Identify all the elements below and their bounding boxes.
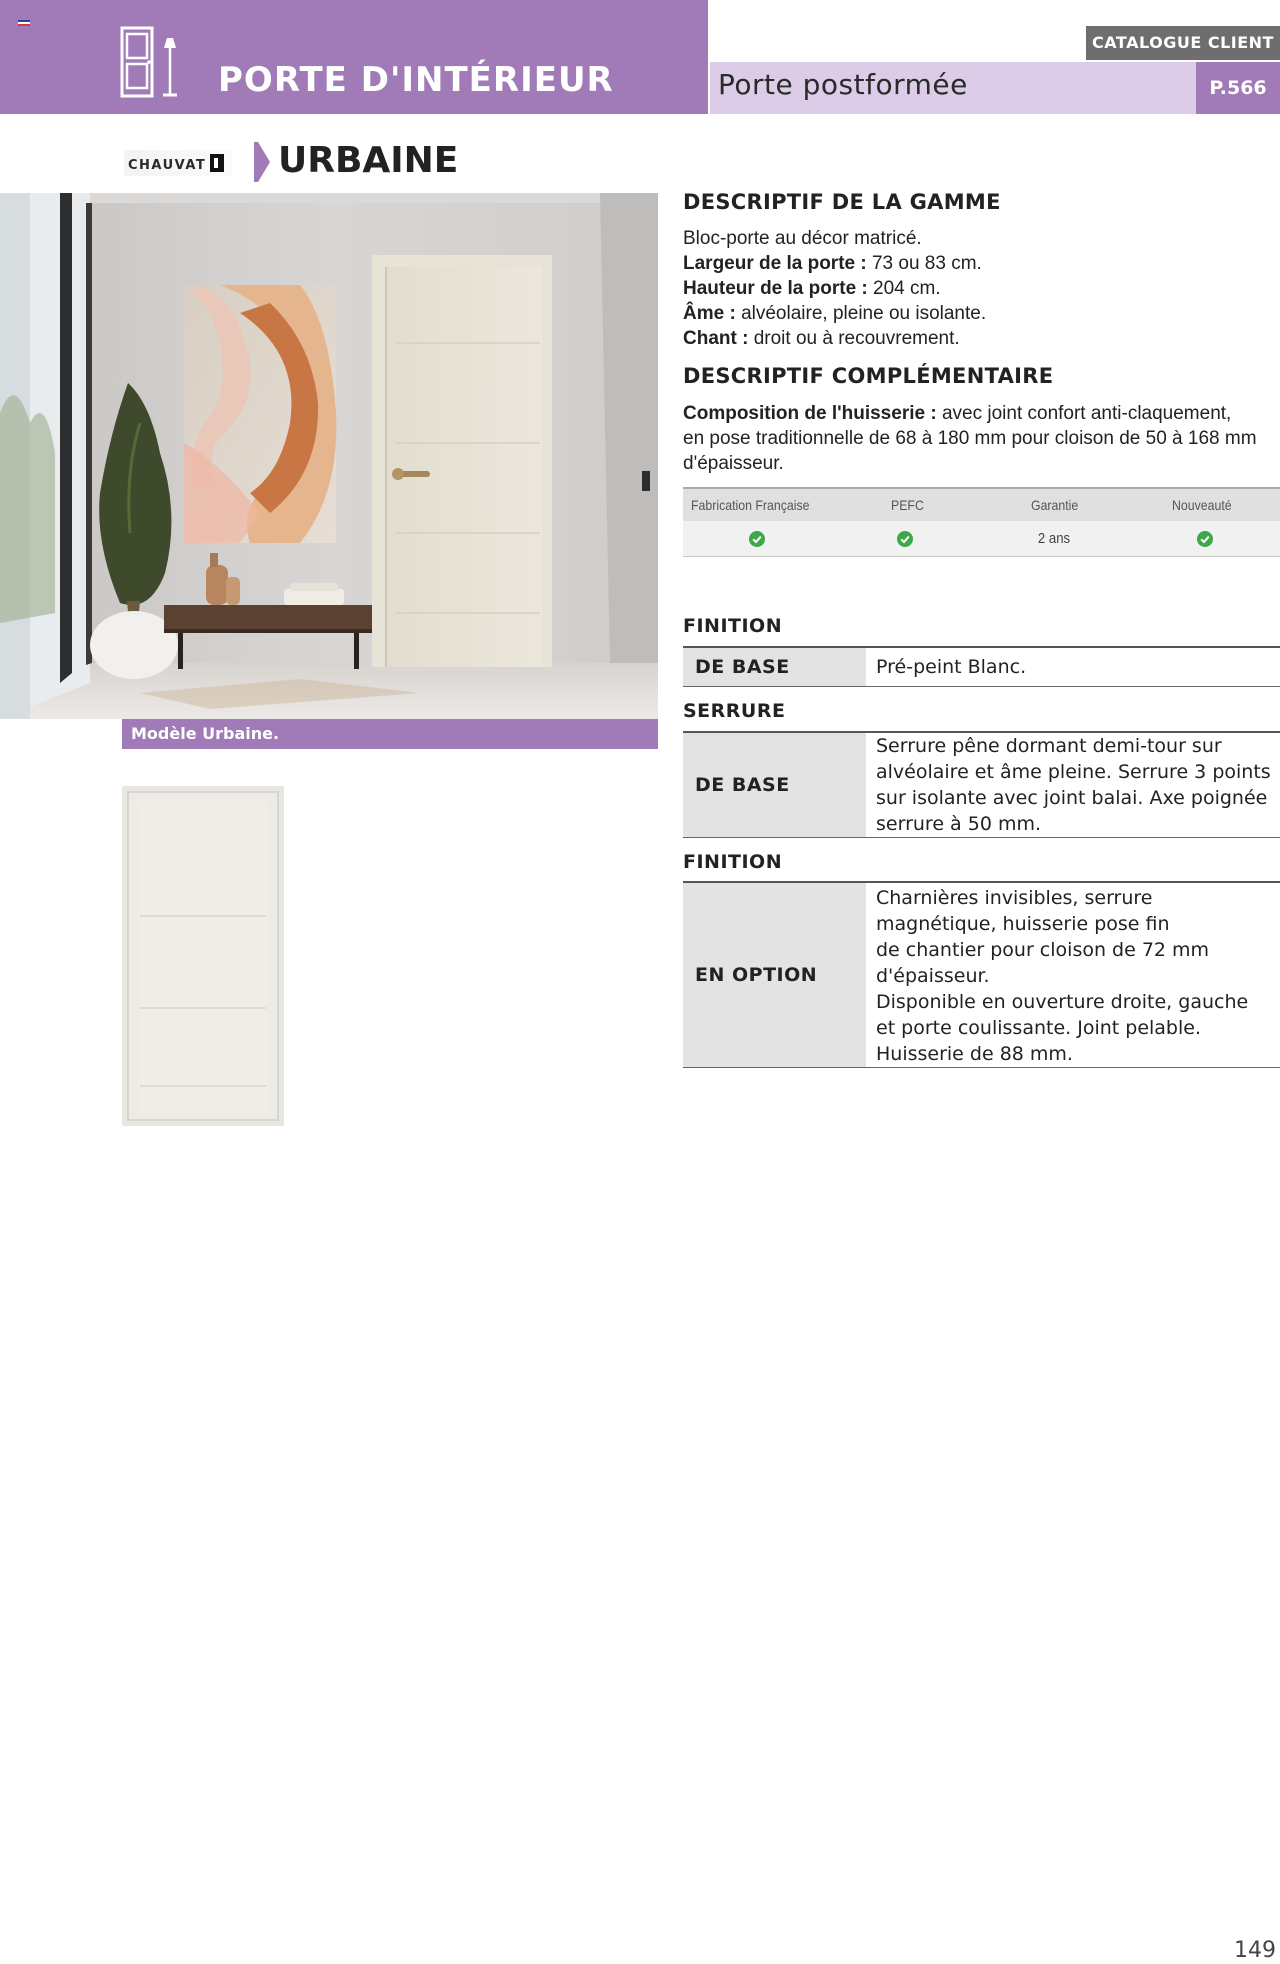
flag-icon <box>18 20 30 28</box>
badge-pefc-value <box>831 521 979 556</box>
lock-base-row <box>683 733 1280 837</box>
badge-made-in-france-value <box>683 521 831 556</box>
badge-header-new: Nouveauté <box>1172 497 1232 513</box>
photo-caption: Modèle Urbaine. <box>131 724 280 743</box>
finish-base-row <box>683 648 1280 686</box>
range-heading: DESCRIPTIF DE LA GAMME <box>683 190 1001 214</box>
row-value-line: de chantier pour cloison de 72 mm <box>876 939 1210 961</box>
spec-value: 204 cm. <box>867 278 941 299</box>
spec-width <box>683 251 982 276</box>
complement-heading: DESCRIPTIF COMPLÉMENTAIRE <box>683 364 1054 388</box>
row-key: DE BASE <box>695 774 790 796</box>
frame-composition-text: avec joint confort anti-claquement, <box>936 403 1232 424</box>
range-intro: Bloc-porte au décor matricé. <box>683 228 922 249</box>
badge-header-warranty: Garantie <box>1031 497 1079 513</box>
category-title: PORTE D'INTÉRIEUR <box>218 60 614 100</box>
row-value-line: d'épaisseur. <box>876 965 990 987</box>
row-value-line: Disponible en ouverture droite, gauche <box>876 991 1249 1013</box>
badge-header-made-in-france: Fabrication Française <box>691 497 810 513</box>
spec-core <box>683 301 986 326</box>
section-title-finish: FINITION <box>683 615 783 637</box>
product-type-subtitle: Porte postformée <box>718 68 968 101</box>
frame-composition-line3: d'épaisseur. <box>683 453 784 474</box>
spec-label: Largeur de la porte : <box>683 253 867 274</box>
check-circle-icon <box>749 531 765 547</box>
row-value-line: serrure à 50 mm. <box>876 813 1041 835</box>
spec-value: droit ou à recouvrement. <box>748 328 960 349</box>
check-circle-icon <box>1197 531 1213 547</box>
spec-edge <box>683 326 960 351</box>
row-value-line: magnétique, huisserie pose fin <box>876 913 1170 935</box>
frame-composition-label: Composition de l'huisserie : <box>683 403 937 424</box>
frame-composition-line2: en pose traditionnelle de 68 à 180 mm pour cloison de 50 à 168 mm <box>683 428 1257 449</box>
spec-label: Chant : <box>683 328 749 349</box>
chauvat-logo <box>124 146 232 180</box>
spec-label: Âme : <box>683 303 736 324</box>
row-key: DE BASE <box>695 656 790 678</box>
row-value-line: alvéolaire et âme pleine. Serrure 3 points <box>876 761 1271 783</box>
row-bottom-rule <box>683 837 1280 838</box>
frame-composition <box>683 401 1231 426</box>
door-lamp-icon <box>120 26 184 98</box>
row-value-line: Pré-peint Blanc. <box>876 656 1027 678</box>
finish-option-row <box>683 883 1280 1067</box>
catalog-client-badge: CATALOGUE CLIENT <box>1086 26 1280 60</box>
row-bottom-rule <box>683 1067 1280 1068</box>
spec-height <box>683 276 941 301</box>
row-value-line: et porte coulissante. Joint pelable. <box>876 1017 1202 1039</box>
badge-new-value <box>1129 521 1280 556</box>
model-name: URBAINE <box>278 140 459 181</box>
badge-warranty-value: 2 ans <box>1037 530 1071 547</box>
badge-table-bottom-rule <box>683 556 1280 557</box>
page-reference-badge: P.566 <box>1196 62 1280 114</box>
door-thumbnail <box>122 786 284 1126</box>
spec-value: 73 ou 83 cm. <box>866 253 982 274</box>
spec-label: Hauteur de la porte : <box>683 278 868 299</box>
chevron-right-icon <box>252 142 272 182</box>
section-title-lock: SERRURE <box>683 700 786 722</box>
section-title-finish-options: FINITION <box>683 851 783 873</box>
spec-value: alvéolaire, pleine ou isolante. <box>735 303 987 324</box>
row-bottom-rule <box>683 686 1280 687</box>
row-key: EN OPTION <box>695 964 818 986</box>
row-value-line: sur isolante avec joint balai. Axe poignée <box>876 787 1268 809</box>
row-value-line: Huisserie de 88 mm. <box>876 1043 1073 1065</box>
svg-text:CHAUVAT: CHAUVAT <box>128 158 207 173</box>
badge-header-pefc: PEFC <box>891 497 924 513</box>
check-circle-icon <box>897 531 913 547</box>
room-photo <box>0 193 658 719</box>
row-value-line: Serrure pêne dormant demi-tour sur <box>876 735 1222 757</box>
row-value-line: Charnières invisibles, serrure <box>876 887 1153 909</box>
page-number: 149 <box>1234 1938 1276 1963</box>
